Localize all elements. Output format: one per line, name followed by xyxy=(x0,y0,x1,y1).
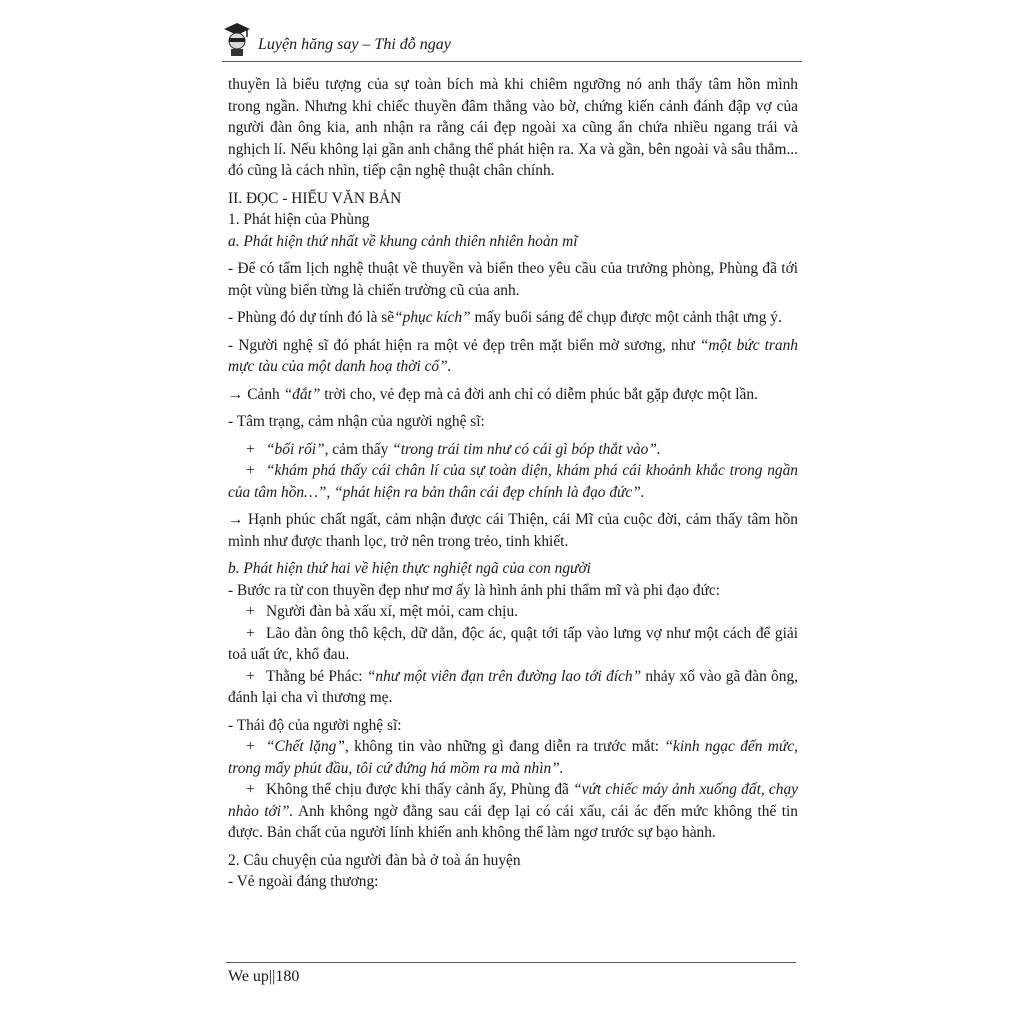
paragraph-b5: - Thái độ của người nghệ sĩ: xyxy=(228,716,402,734)
bullet-a7: + “khám phá thấy cái chân lí của sự toàn diện, khám phá cái khoảnh khắc trong ngần của tâm hồn…”, “phát hiện ra bản thân cái đẹp chính là đạo đức”. xyxy=(228,462,798,501)
subsection-heading: 1. Phát hiện của Phùng xyxy=(228,211,370,228)
paragraph-a3: - Người nghệ sĩ đó phát hiện ra một vẻ đẹp trên mặt biển mờ sương, như “một bức tranh mực tàu của một danh hoạ thời cổ”. xyxy=(228,336,798,375)
section-heading: II. ĐỌC - HIỂU VĂN BẢN xyxy=(228,189,402,207)
bullet-b7: + Không thể chịu được khi thấy cảnh ấy, Phùng đã “vứt chiếc máy ảnh xuống đất, chạy nhào tới”. Anh không ngờ đằng sau cái đẹp lại có cái xấu, cái ác đến mức không thể tin được. Bản chất của người lính khiến anh không thể làm ngơ trước sự bạo hành. xyxy=(228,781,799,841)
page-body xyxy=(228,74,798,893)
bullet-b2: + Người đàn bà xấu xí, mệt mỏi, cam chịu. xyxy=(246,603,518,620)
paragraph-c1: - Vẻ ngoài đáng thương: xyxy=(228,873,379,890)
paragraph-a2: - Phùng đó dự tính đó là sẽ“phục kích” mấy buổi sáng để chụp được một cảnh thật ưng ý. xyxy=(228,309,782,326)
paragraph-b1: - Bước ra từ con thuyền đẹp như mơ ấy là hình ảnh phi thẩm mĩ và phi đạo đức: xyxy=(228,581,721,599)
graduate-mascot-icon xyxy=(222,22,252,56)
page-header xyxy=(222,18,802,62)
bullet-a6: + “bối rối”, cảm thấy “trong trái tim như có cái gì bóp thắt vào”. xyxy=(246,440,661,458)
subsection-b-heading: b. Phát hiện thứ hai về hiện thực nghiệt ngã của con người xyxy=(228,560,591,577)
bullet-b3: + Lão đàn ông thô kệch, dữ dằn, độc ác, quật tới tấp vào lưng vợ như một cách để giải toả uất ức, khổ đau. xyxy=(228,624,798,663)
bullet-b6: + “Chết lặng”, không tin vào những gì đang diễn ra trước mắt: “kinh ngạc đến mức, trong mấy phút đầu, tôi cứ đứng há mồm ra mà nhìn”. xyxy=(228,738,798,777)
header-title: Luyện hăng say – Thi đỗ ngay xyxy=(258,36,451,53)
bullet-b4: + Thằng bé Phác: “như một viên đạn trên đường lao tới đích” nhảy xổ vào gã đàn ông, đánh lại cha vì thương mẹ. xyxy=(228,667,798,706)
footer-divider xyxy=(226,962,796,963)
paragraph-a8: → Hạnh phúc chất ngất, cảm nhận được cái Thiện, cái Mĩ của cuộc đời, cảm thấy tâm hồn mình như được thanh lọc, trở nên trong trẻo, tinh khiết. xyxy=(228,511,798,550)
header-divider xyxy=(222,61,802,62)
paragraph-a4: → Cảnh “đắt” trời cho, vẻ đẹp mà cả đời anh chỉ có diễm phúc bắt gặp được một lần. xyxy=(228,385,758,403)
paragraph-a1: - Để có tấm lịch nghệ thuật về thuyền và biển theo yêu cầu của trưởng phòng, Phùng đã tới một vùng biển từng là chiến trường cũ của anh. xyxy=(228,260,798,299)
page-number: We up||180 xyxy=(228,968,300,985)
paragraph-a5: - Tâm trạng, cảm nhận của người nghệ sĩ: xyxy=(228,413,485,430)
intro-paragraph: thuyền là biểu tượng của sự toàn bích mà khi chiêm ngưỡng nó anh thấy tâm hồn mình trong ngần. Nhưng khi chiếc thuyền đâm thẳng vào bờ, chứng kiến cảnh đánh đập vợ của người đàn ông kia, anh nhận ra rằng cái đẹp ngoài xa cũng ẩn chứa nhiều ngang trái và nghịch lí. Nếu không lại gần anh chẳng thể phát hiện ra. Xa và gần, bên ngoài và sâu thẳm... đó cũng là cách nhìn, tiếp cận nghệ thuật chân chính. xyxy=(228,76,798,179)
subsection-2-heading: 2. Câu chuyện của người đàn bà ở toà án huyện xyxy=(228,851,521,869)
subsection-a-heading: a. Phát hiện thứ nhất về khung cảnh thiên nhiên hoàn mĩ xyxy=(228,232,578,250)
